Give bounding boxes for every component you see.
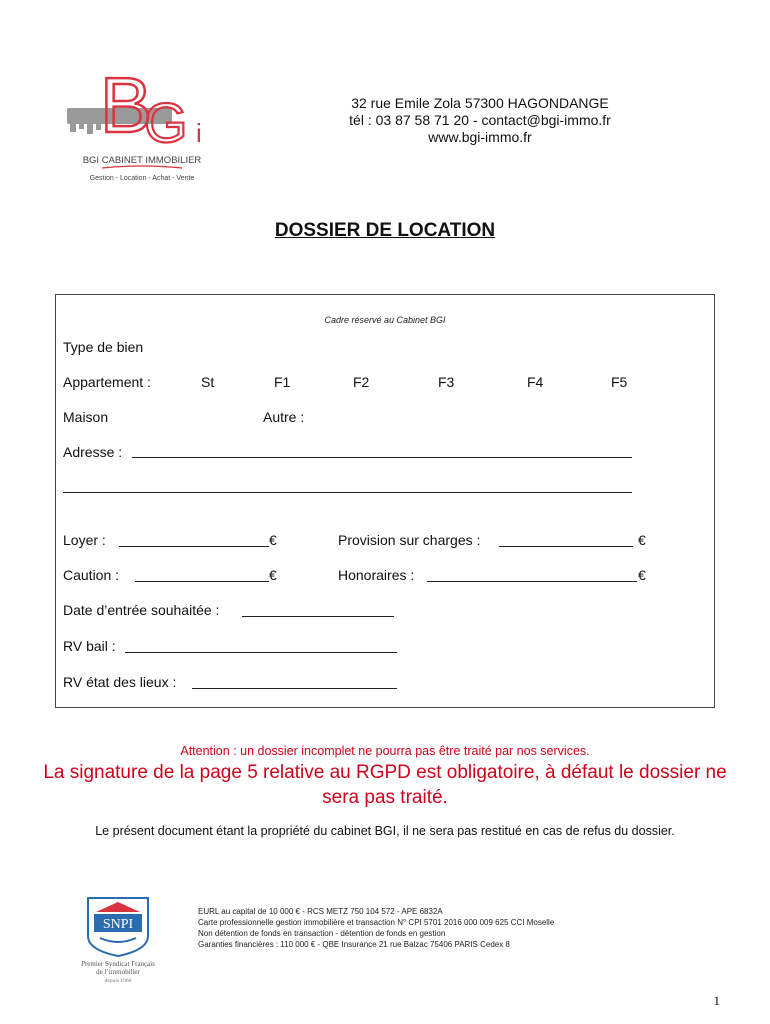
logo-swoosh: [102, 166, 182, 168]
snpi-logo: [78, 892, 168, 987]
loyer-field[interactable]: [119, 546, 269, 547]
legal-line: EURL au capital de 10 000 € - RCS METZ 750 104 572 - APE 6832A: [198, 907, 443, 916]
logo-company-name: BGI CABINET IMMOBILIER: [82, 155, 202, 166]
type-de-bien-label: Type de bien: [63, 339, 144, 355]
page-number: 1: [713, 993, 720, 1008]
autre-label: Autre :: [263, 409, 305, 425]
caution-currency: €: [269, 567, 277, 583]
agency-address: 32 rue Emile Zola 57300 HAGONDANGE: [351, 95, 609, 111]
apt-option-f5[interactable]: F5: [611, 374, 628, 390]
document-title: DOSSIER DE LOCATION: [274, 220, 496, 241]
honoraires-field[interactable]: [427, 581, 637, 582]
logo-letter-i: i: [196, 118, 202, 148]
snpi-since: depuis 1960: [104, 978, 132, 984]
logo-tagline: Gestion - Location - Achat - Vente: [89, 175, 195, 182]
loyer-currency: €: [269, 532, 277, 548]
legal-line: Carte professionnelle gestion immobilière et transaction N° CPI 5701 2016 000 009 625 CCI Moselle: [198, 918, 555, 927]
adresse-field-line2[interactable]: [63, 492, 632, 493]
date-entree-field[interactable]: [242, 616, 394, 617]
logo-letter-g: G: [144, 91, 188, 154]
rgpd-signature-warning: La signature de la page 5 relative au RGPD est obligatoire, à défaut le dossier ne sera pas traité.: [43, 762, 727, 808]
property-notice: Le présent document étant la propriété du cabinet BGI, il ne sera pas restitué en cas de refus du dossier.: [95, 824, 675, 838]
honoraires-label: Honoraires :: [338, 567, 415, 583]
adresse-field[interactable]: [132, 457, 632, 458]
adresse-label: Adresse :: [63, 444, 123, 460]
apt-option-f2[interactable]: F2: [353, 374, 370, 390]
apt-option-f4[interactable]: F4: [527, 374, 544, 390]
apt-option-f3[interactable]: F3: [438, 374, 455, 390]
loyer-label: Loyer :: [63, 532, 106, 548]
rv-bail-field[interactable]: [125, 652, 397, 653]
rv-bail-label: RV bail :: [63, 638, 116, 654]
agency-contact: tél : 03 87 58 71 20 - contact@bgi-immo.fr: [349, 112, 611, 128]
provision-label: Provision sur charges :: [338, 532, 481, 548]
reserved-form-box: [55, 294, 715, 708]
agency-address-block: [330, 95, 630, 146]
provision-field[interactable]: [499, 546, 633, 547]
rv-etat-lieux-field[interactable]: [192, 688, 397, 689]
rv-etat-lieux-label: RV état des lieux :: [63, 674, 177, 690]
reserved-note: Cadre réservé au Cabinet BGI: [324, 315, 446, 325]
appartement-label: Appartement :: [63, 374, 151, 390]
logo-letter-b: B: [100, 61, 153, 149]
apt-option-st[interactable]: St: [201, 374, 215, 390]
provision-currency: €: [638, 532, 646, 548]
apt-option-f1[interactable]: F1: [274, 374, 291, 390]
honoraires-currency: €: [638, 567, 646, 583]
legal-line: Garanties financières : 110 000 € - QBE Insurance 21 rue Balzac 75406 PARIS Cedex 8: [198, 940, 510, 949]
snpi-abbr: SNPI: [102, 917, 134, 932]
agency-website: www.bgi-immo.fr: [428, 129, 532, 145]
caution-label: Caution :: [63, 567, 120, 583]
legal-line: Non détention de fonds en transaction - détention de fonds en gestion: [198, 929, 446, 938]
maison-label[interactable]: Maison: [63, 409, 109, 425]
snpi-line1: Premier Syndicat Français: [81, 960, 155, 968]
snpi-shield-icon: [88, 898, 148, 956]
incomplete-file-warning: Attention : un dossier incomplet ne pourra pas être traité par nos services.: [180, 744, 590, 758]
bgi-logo: [62, 60, 222, 190]
date-entree-label: Date d’entrée souhaitée :: [63, 602, 220, 618]
caution-field[interactable]: [135, 581, 269, 582]
snpi-line2: de l’immobilier: [96, 968, 140, 976]
legal-info: [198, 906, 658, 950]
